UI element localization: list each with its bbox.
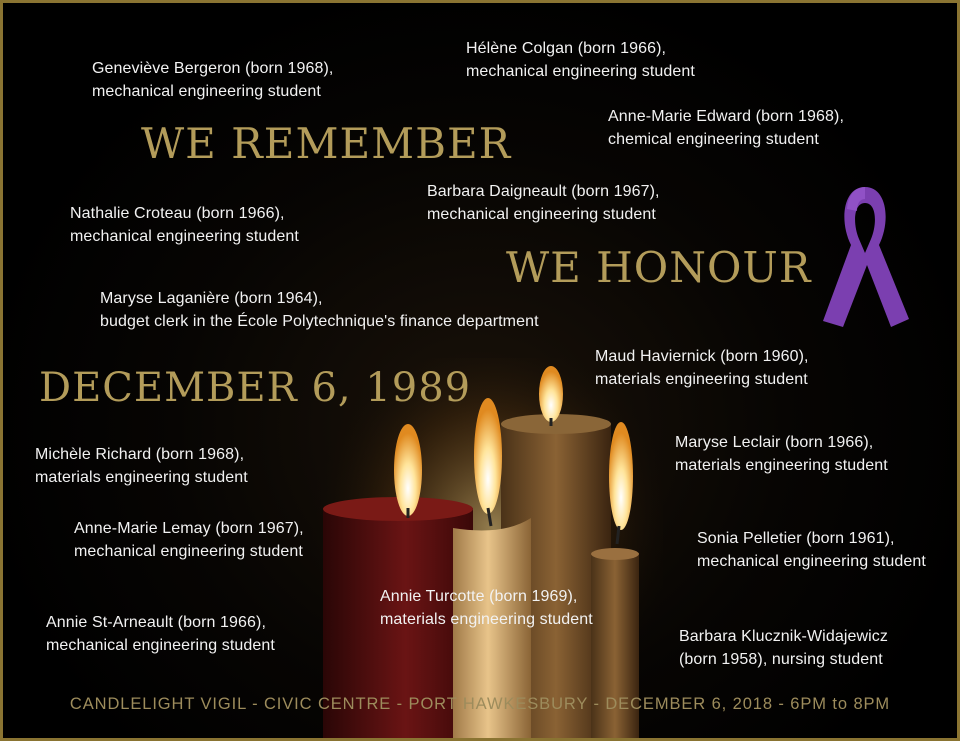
victim-role: mechanical engineering student — [74, 543, 303, 560]
victim-name: Geneviève Bergeron (born 1968), — [92, 60, 334, 77]
victim-role: materials engineering student — [595, 371, 808, 388]
victim-name: Maryse Laganière (born 1964), — [100, 290, 323, 307]
victim-entry — [608, 105, 844, 151]
victim-role: mechanical engineering student — [70, 228, 299, 245]
victim-name: Sonia Pelletier (born 1961), — [697, 530, 895, 547]
victim-entry — [427, 180, 660, 226]
victim-entry — [595, 345, 809, 391]
victim-name: Annie Turcotte (born 1969), — [380, 588, 578, 605]
victim-role: budget clerk in the École Polytechnique's finance department — [100, 313, 539, 330]
victim-name: Hélène Colgan (born 1966), — [466, 40, 667, 57]
victim-role: materials engineering student — [35, 469, 248, 486]
victim-entry — [35, 443, 248, 489]
victim-role: mechanical engineering student — [92, 83, 321, 100]
victim-entry — [679, 625, 888, 671]
victim-role: mechanical engineering student — [46, 637, 275, 654]
purple-awareness-ribbon-icon — [815, 181, 915, 331]
heading-date: DECEMBER 6, 1989 — [39, 365, 472, 411]
victim-role: chemical engineering student — [608, 131, 819, 148]
victim-entry — [46, 611, 275, 657]
victim-entry — [697, 527, 926, 573]
victim-entry — [74, 517, 304, 563]
victim-entry — [675, 431, 888, 477]
victim-role: mechanical engineering student — [427, 206, 656, 223]
victim-name: Barbara Klucznik-Widajewicz — [679, 628, 888, 645]
victim-name: Nathalie Croteau (born 1966), — [70, 205, 285, 222]
victim-name: Anne-Marie Edward (born 1968), — [608, 108, 845, 125]
victim-role: materials engineering student — [380, 611, 593, 628]
victim-name: Anne-Marie Lemay (born 1967), — [74, 520, 304, 537]
victim-name: Maud Haviernick (born 1960), — [595, 348, 809, 365]
victim-role: (born 1958), nursing student — [679, 651, 883, 668]
victim-entry — [100, 287, 539, 333]
victim-entry — [70, 202, 299, 248]
victim-entry — [466, 37, 695, 83]
heading-we-remember: WE REMEMBER — [141, 119, 512, 168]
candles-illustration — [303, 358, 663, 741]
victim-role: materials engineering student — [675, 457, 888, 474]
victim-entry — [380, 585, 593, 631]
victim-name: Barbara Daigneault (born 1967), — [427, 183, 660, 200]
victim-name: Michèle Richard (born 1968), — [35, 446, 245, 463]
victim-role: mechanical engineering student — [466, 63, 695, 80]
event-footer: CANDLELIGHT VIGIL - CIVIC CENTRE - PORT HAWKESBURY - DECEMBER 6, 2018 - 6PM to 8PM — [69, 695, 891, 713]
victim-name: Annie St-Arneault (born 1966), — [46, 614, 267, 631]
heading-we-honour: WE HONOUR — [506, 243, 812, 292]
victim-entry — [92, 57, 333, 103]
victim-role: mechanical engineering student — [697, 553, 926, 570]
victim-name: Maryse Leclair (born 1966), — [675, 434, 874, 451]
